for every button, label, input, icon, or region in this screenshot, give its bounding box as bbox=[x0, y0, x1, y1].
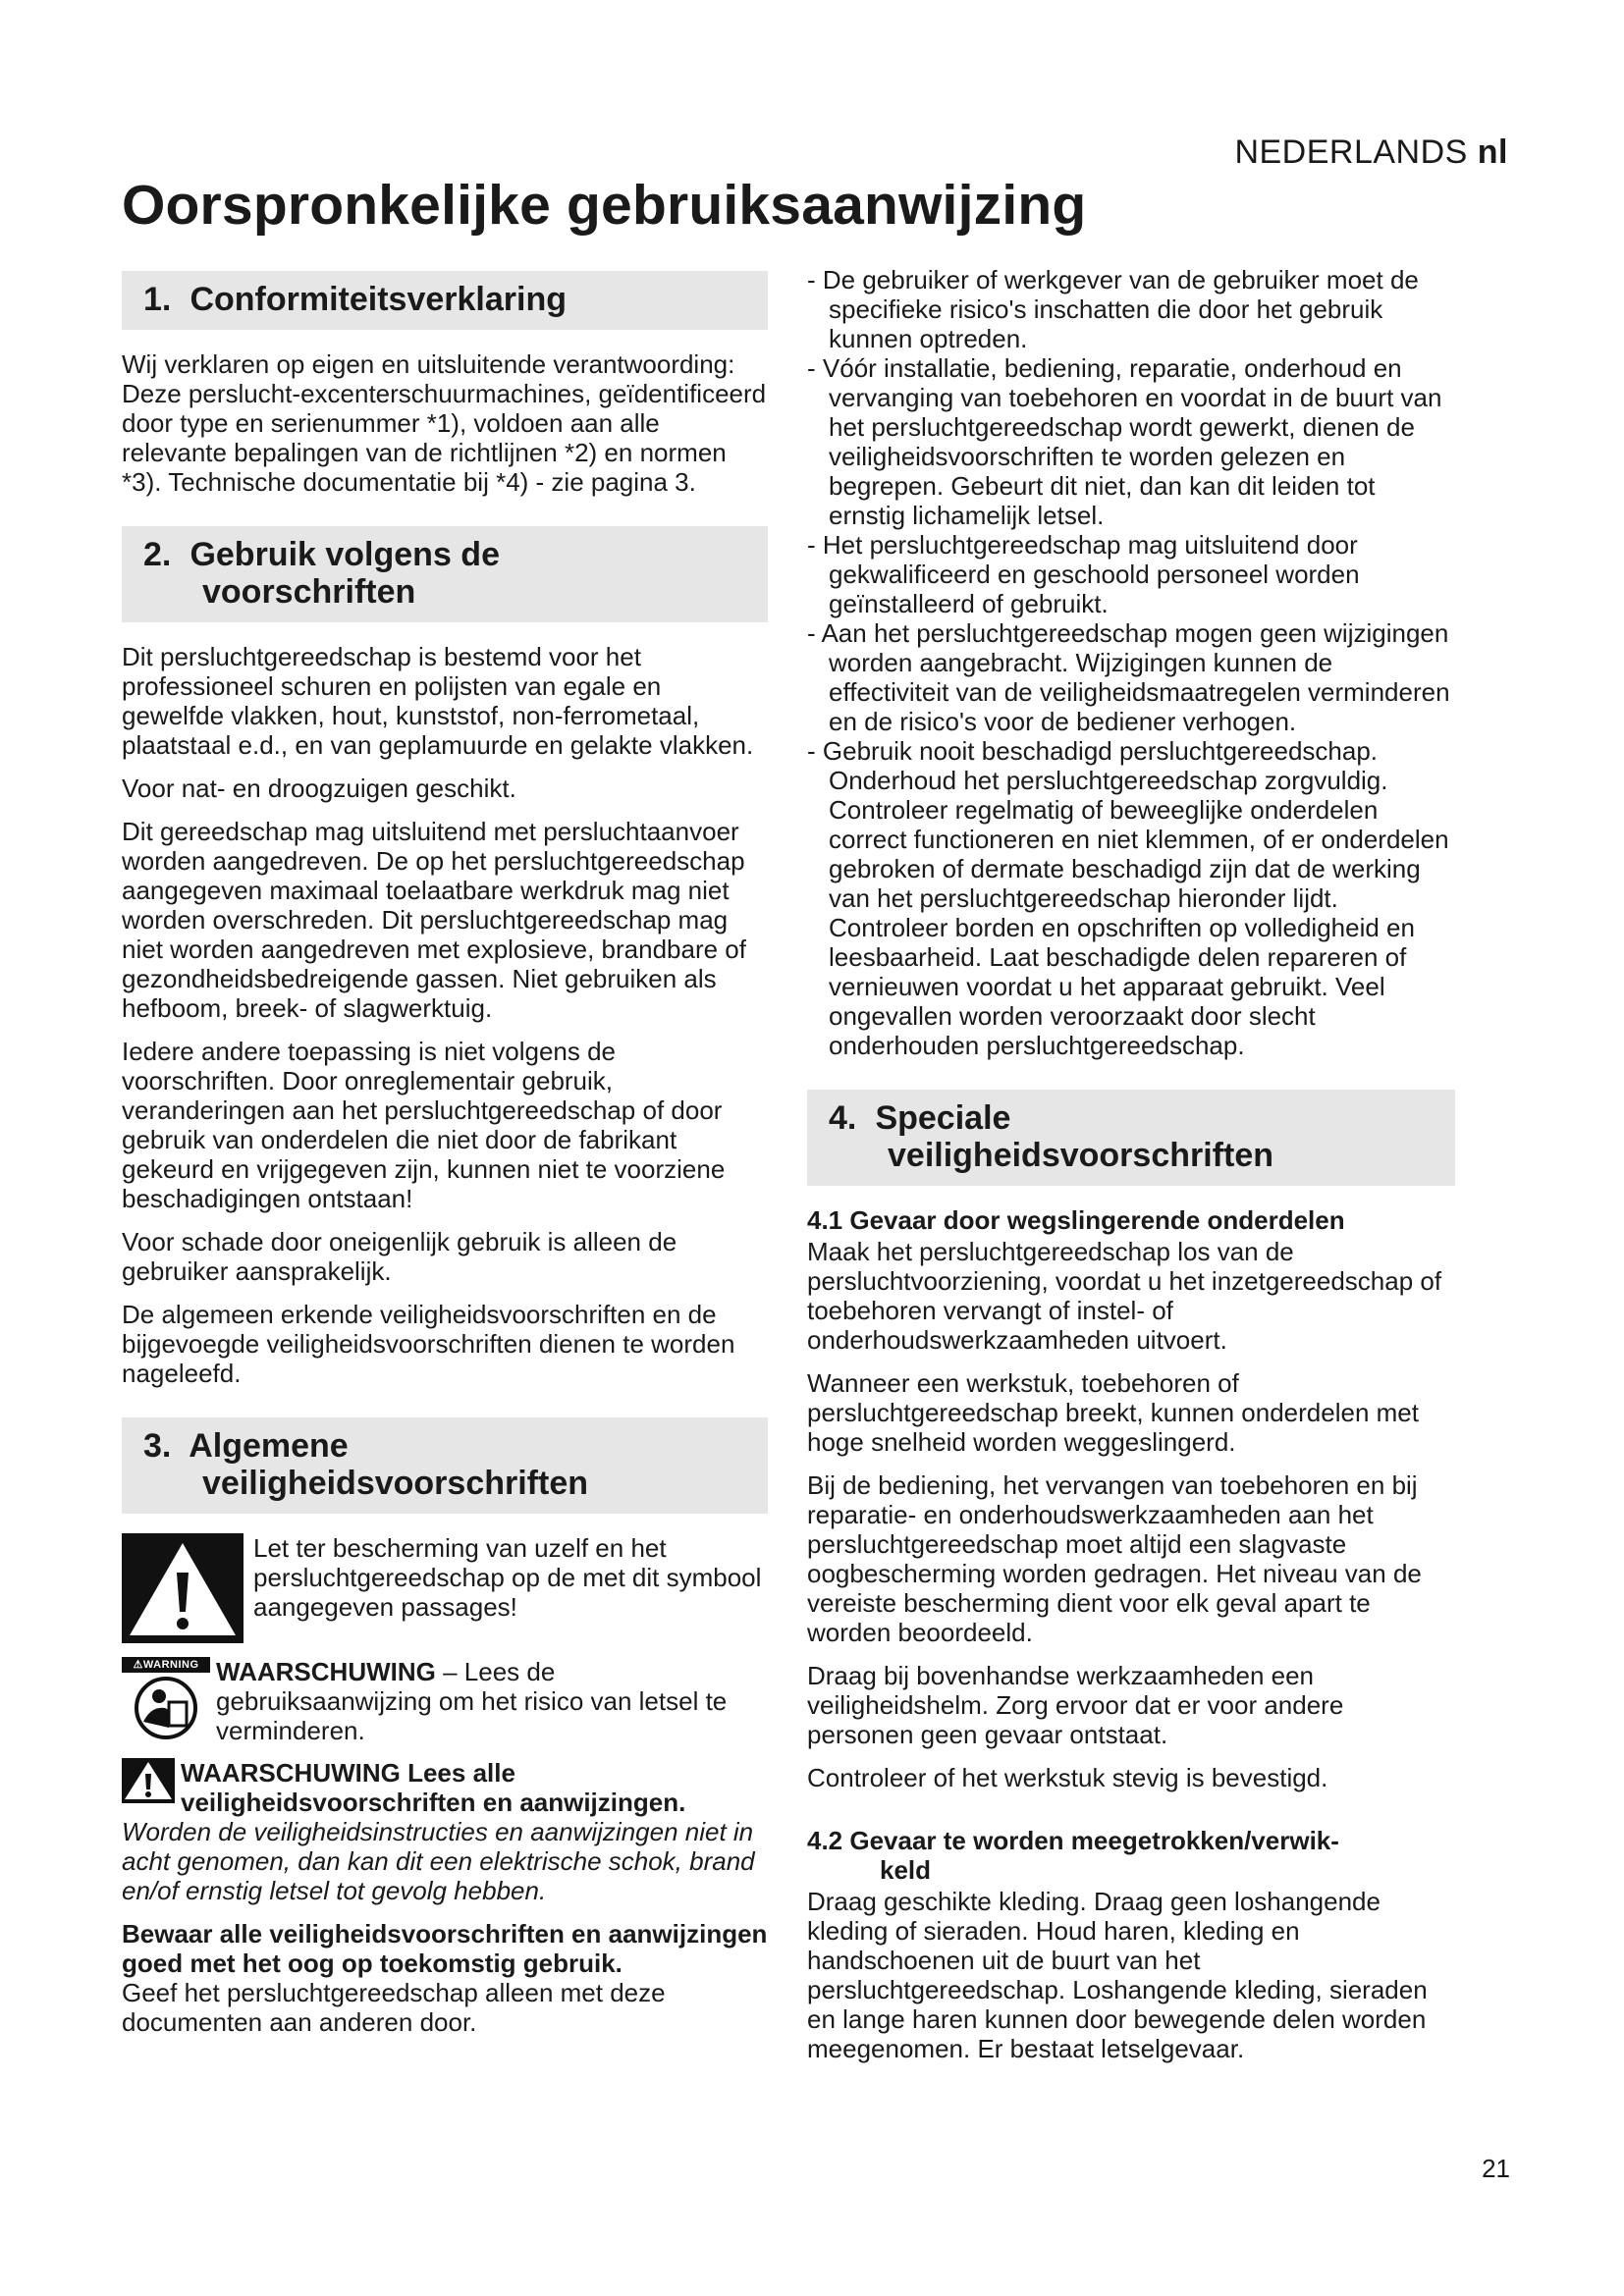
section-title: Conformiteitsverklaring bbox=[189, 281, 567, 318]
page-number: 21 bbox=[1482, 2154, 1510, 2183]
warning-bold-text: WAARSCHUWING Lees alle veiligheidsvoorschriften en aanwijzingen. bbox=[181, 1758, 686, 1817]
subsection-4-1-heading: 4.1 Gevaar door wegslingerende onderdelen bbox=[807, 1205, 1345, 1235]
keep-instructions-text: Geef het persluchtgereedschap alleen met deze documenten aan anderen door. bbox=[122, 1978, 666, 2037]
language-name: NEDERLANDS bbox=[1234, 133, 1468, 171]
paragraph: Voor nat- en droogzuigen geschikt. bbox=[122, 774, 516, 803]
section-number: 3. bbox=[143, 1427, 172, 1465]
page-title: Oorspronkelijke gebruiksaanwijzing bbox=[122, 174, 1087, 237]
section-title-line2: voorschriften bbox=[202, 573, 416, 611]
warning-italic-text: Worden de veiligheidsinstructies en aanwijzingen niet in acht genomen, dan kan dit een elektrische schok, brand en/of ernstig letsel tot gevolg hebben. bbox=[122, 1817, 755, 1905]
section-1-heading bbox=[122, 271, 768, 330]
right-column bbox=[807, 265, 1455, 2077]
list-item: - De gebruiker of werkgever van de gebruiker moet de specifieke risico's inschatten die door het gebruik kunnen optreden. bbox=[807, 265, 1455, 353]
paragraph: Dit persluchtgereedschap is bestemd voor het professioneel schuren en polijsten van egale en gewelfde vlakken, hout, kunststof, non-ferrometaal, plaatstaal e.d., en van geplamuurde en gelakte vlakken. bbox=[122, 642, 754, 760]
paragraph: Draag bij bovenhandse werkzaamheden een veiligheidshelm. Zorg ervoor dat er voor andere personen geen gevaar ontstaat. bbox=[807, 1661, 1344, 1749]
read-all-warning bbox=[122, 1758, 768, 1905]
left-column bbox=[122, 265, 768, 2051]
conformity-text: Wij verklaren op eigen en uitsluitende verantwoording: Deze perslucht-excenterschuurmachines, geïdentificeerd door type en serienummer *1), voldoen aan alle relevante bepalingen van de richtlijnen *2) en normen *3). Technische documentatie bij *4) - zie pagina 3. bbox=[122, 349, 767, 497]
warning-text: – Lees de gebruiksaanwijzing om het risico van letsel te verminderen. bbox=[216, 1657, 728, 1745]
section-number: 2. bbox=[143, 536, 172, 573]
keep-instructions-bold: Bewaar alle veiligheidsvoorschriften en aanwijzingen goed met het oog op toekomstig gebruik. bbox=[122, 1919, 768, 1978]
paragraph: De algemeen erkende veiligheidsvoorschriften en de bijgevoegde veiligheidsvoorschriften dienen te worden nageleefd. bbox=[122, 1300, 735, 1388]
list-item: - Vóór installatie, bediening, reparatie, onderhoud en vervanging van toebehoren en voordat in de buurt van het persluchtgereedschap wordt gewerkt, dienen de veiligheidsvoorschriften te worden gelezen en begrepen. Gebeurt dit niet, dan kan dit leiden tot ernstig lichamelijk letsel. bbox=[807, 353, 1455, 530]
subsection-title-line2: keld bbox=[880, 1855, 932, 1885]
list-item: - Het persluchtgereedschap mag uitsluitend door gekwalificeerd en geschoold personeel worden geïnstalleerd of gebruikt. bbox=[807, 530, 1455, 618]
section-4-heading bbox=[807, 1090, 1455, 1186]
manual-book-icon bbox=[122, 1673, 210, 1741]
section-title: Speciale bbox=[875, 1099, 1011, 1137]
section-title: Gebruik volgens de bbox=[189, 536, 500, 573]
list-item: - Gebruik nooit beschadigd persluchtgereedschap. Onderhoud het persluchtgereedschap zorgvuldig. Controleer regelmatig of beweeglijke onderdelen correct functioneren en niet klemmen, of er onderdelen gebroken of dermate beschadigd zijn dat de werking van het persluchtgereedschap hieronder lijdt. Controleer borden en opschriften op volledigheid en leesbaarheid. Laat beschadigde delen repareren of vernieuwen voordat u het apparaat gebruikt. Veel ongevallen worden veroorzaakt door slecht onderhouden persluchtgereedschap. bbox=[807, 736, 1455, 1060]
language-label bbox=[1234, 133, 1508, 172]
read-manual-icon bbox=[122, 1657, 210, 1746]
section-title: Algemene bbox=[189, 1427, 349, 1465]
subsection-4-2-heading bbox=[807, 1826, 1455, 1885]
section-2-heading bbox=[122, 526, 768, 622]
warning-symbol-note bbox=[122, 1533, 768, 1643]
paragraph: Dit gereedschap mag uitsluitend met persluchtaanvoer worden aangedreven. De op het persluchtgereedschap aangegeven maximaal toelaatbare werkdruk mag niet worden overschreden. Dit persluchtgereedschap mag niet worden aangedreven met explosieve, brandbare of gezondheidsbedreigende gassen. Niet gebruiken als hefboom, breek- of slagwerktuig. bbox=[122, 817, 746, 1023]
section-3-heading bbox=[122, 1417, 768, 1514]
section-number: 4. bbox=[829, 1099, 857, 1137]
section-number: 1. bbox=[143, 281, 172, 318]
read-manual-warning bbox=[122, 1657, 768, 1746]
warning-badge-text: WARNING bbox=[142, 1659, 199, 1671]
language-code: nl bbox=[1477, 133, 1508, 171]
paragraph: Wanneer een werkstuk, toebehoren of persluchtgereedschap breekt, kunnen onderdelen met hoge snelheid worden weggeslingerd. bbox=[807, 1368, 1419, 1457]
section-title-line2: veiligheidsvoorschriften bbox=[202, 1465, 588, 1502]
safety-bullets bbox=[807, 265, 1455, 1060]
symbol-note-text: Let ter bescherming van uzelf en het persluchtgereedschap op de met dit symbool aangegeven passages! bbox=[253, 1533, 762, 1622]
paragraph: Iedere andere toepassing is niet volgens de voorschriften. Door onreglementair gebruik, veranderingen aan het persluchtgereedschap of door gebruik van onderdelen die niet door de fabrikant gekeurd en vrijgegeven zijn, kunnen niet te voorziene beschadigingen ontstaan! bbox=[122, 1037, 726, 1213]
section-title-line2: veiligheidsvoorschriften bbox=[888, 1137, 1273, 1174]
paragraph: Draag geschikte kleding. Draag geen loshangende kleding of sieraden. Houd haren, kleding en handschoenen uit de buurt van het persluchtgereedschap. Loshangende kleding, sieraden en lange haren kunnen door bewegende delen worden meegenomen. Er bestaat letselgevaar. bbox=[807, 1887, 1428, 2063]
warning-label: WAARSCHUWING bbox=[216, 1657, 436, 1686]
warning-badge: ⚠WARNING bbox=[122, 1657, 210, 1673]
warning-triangle-icon bbox=[122, 1533, 244, 1643]
paragraph: Controleer of het werkstuk stevig is bevestigd. bbox=[807, 1763, 1328, 1792]
paragraph: Bij de bediening, het vervangen van toebehoren en bij reparatie- en onderhoudswerkzaamheden aan het persluchtgereedschap moet altijd een slagvaste oogbescherming worden gedragen. Het niveau van de vereiste bescherming dient voor elk geval apart te worden beoordeeld. bbox=[807, 1470, 1422, 1647]
paragraph: Voor schade door oneigenlijk gebruik is alleen de gebruiker aansprakelijk. bbox=[122, 1227, 677, 1286]
warning-triangle-small-icon bbox=[122, 1758, 175, 1803]
subsection-title: 4.2 Gevaar te worden meegetrokken/verwik- bbox=[807, 1826, 1339, 1855]
list-item: - Aan het persluchtgereedschap mogen geen wijzigingen worden aangebracht. Wijzigingen kunnen de effectiviteit van de veiligheidsmaatregelen verminderen en de risico's voor de bediener verhogen. bbox=[807, 618, 1455, 736]
paragraph: Maak het persluchtgereedschap los van de persluchtvoorziening, voordat u het inzetgereedschap of toebehoren vervangt of instel- of onderhoudswerkzaamheden uitvoert. bbox=[807, 1237, 1442, 1355]
